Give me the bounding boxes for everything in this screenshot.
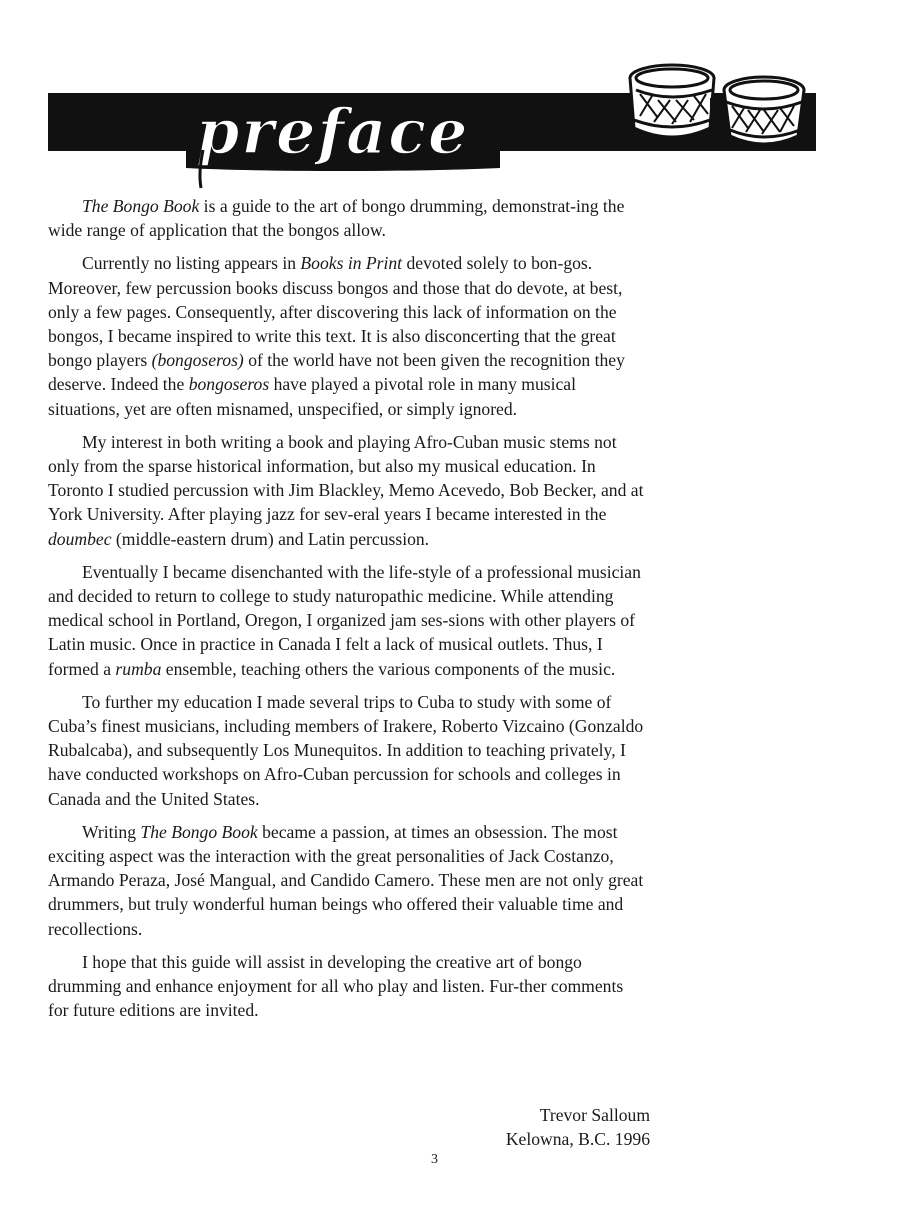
place-date: Kelowna, B.C. 1996 xyxy=(505,1129,650,1149)
text-run: (middle-eastern drum) and Latin percussion. xyxy=(111,528,430,549)
text-run: Eventually I became disenchanted with the life-style of a professional musician and decided to return to college to study naturopathic medicine. While attending medical school in Portland, Oregon, I organized jam ses-sions with other players of Latin music. Once in practice in Canada I felt a lack of musical outlets. Thus, I formed a xyxy=(48,561,641,679)
text-run: of the world have not been given the recognition they deserve. Indeed the xyxy=(48,350,625,395)
text-run: is a guide to the art of bongo drumming, demonstrat-ing the wide range of application that the bongos allow. xyxy=(48,196,625,241)
italic-run: rumba xyxy=(115,658,162,679)
signature-block xyxy=(506,1103,650,1151)
right-drum xyxy=(724,77,804,144)
paragraph-5 xyxy=(48,690,646,811)
text-run: I hope that this guide will assist in developing the creative art of bongo drumming and enhance enjoyment for all who play and listen. Fur-ther comments for future editions are invited. xyxy=(48,951,624,1021)
paragraph-7 xyxy=(48,950,646,1023)
text-run: have played a pivotal role in many musical situations, yet are often misnamed, unspecified, or simply ignored. xyxy=(48,374,576,419)
text-run: became a passion, at times an obsession. The most exciting aspect was the interaction with the great personalities of Jack Costanzo, Armando Peraza, José Mangual, and Candido Camero. These men are not only great drummers, but truly wonderful human beings who offered their valuable time and recollections. xyxy=(48,821,644,939)
paragraph-1 xyxy=(48,194,646,242)
bongo-drums-icon xyxy=(622,60,812,160)
italic-run: (bongoseros) xyxy=(151,350,244,371)
italic-run: bongoseros xyxy=(188,374,270,395)
paragraph-3 xyxy=(48,430,646,551)
text-run: To further my education I made several trips to Cuba to study with some of Cuba’s finest musicians, including members of Irakere, Roberto Vizcaino (Gonzaldo Rubalcaba), and subsequently Los Munequitos. In addition to teaching privately, I have conducted workshops on Afro-Cuban percussion for schools and colleges in Canada and the United States. xyxy=(48,691,644,809)
italic-run: The Bongo Book xyxy=(82,196,200,216)
text-run: ensemble, teaching others the various components of the music. xyxy=(161,658,616,679)
text-run: Currently no listing appears in xyxy=(82,253,301,274)
paragraph-2 xyxy=(48,251,646,420)
preface-body xyxy=(48,194,646,1032)
paragraph-4 xyxy=(48,560,646,681)
italic-run: The Bongo Book xyxy=(140,821,258,842)
paragraph-6 xyxy=(48,820,646,941)
italic-run: doumbec xyxy=(48,528,112,549)
left-drum xyxy=(630,65,714,137)
page-number: 3 xyxy=(431,1152,438,1167)
preface-title-text: preface xyxy=(196,95,470,168)
author-name: Trevor Salloum xyxy=(539,1105,650,1125)
italic-run: Books in Print xyxy=(300,253,403,274)
text-run: Writing xyxy=(82,821,141,842)
text-run: My interest in both writing a book and playing Afro-Cuban music stems not only from the sparse historical information, but also my musical education. In Toronto I studied percussion with Jim Blackley, Memo Acevedo, Bob Becker, and at York University. After playing jazz for sev-eral years I became interested in the xyxy=(48,431,644,525)
text-run: devoted solely to bon-gos. Moreover, few percussion books discuss bongos and those that do devote, at best, only a few pages. Consequently, after discovering this lack of information on the bongos, I became inspired to write this text. It is also disconcerting that the great bongo players xyxy=(48,253,623,371)
